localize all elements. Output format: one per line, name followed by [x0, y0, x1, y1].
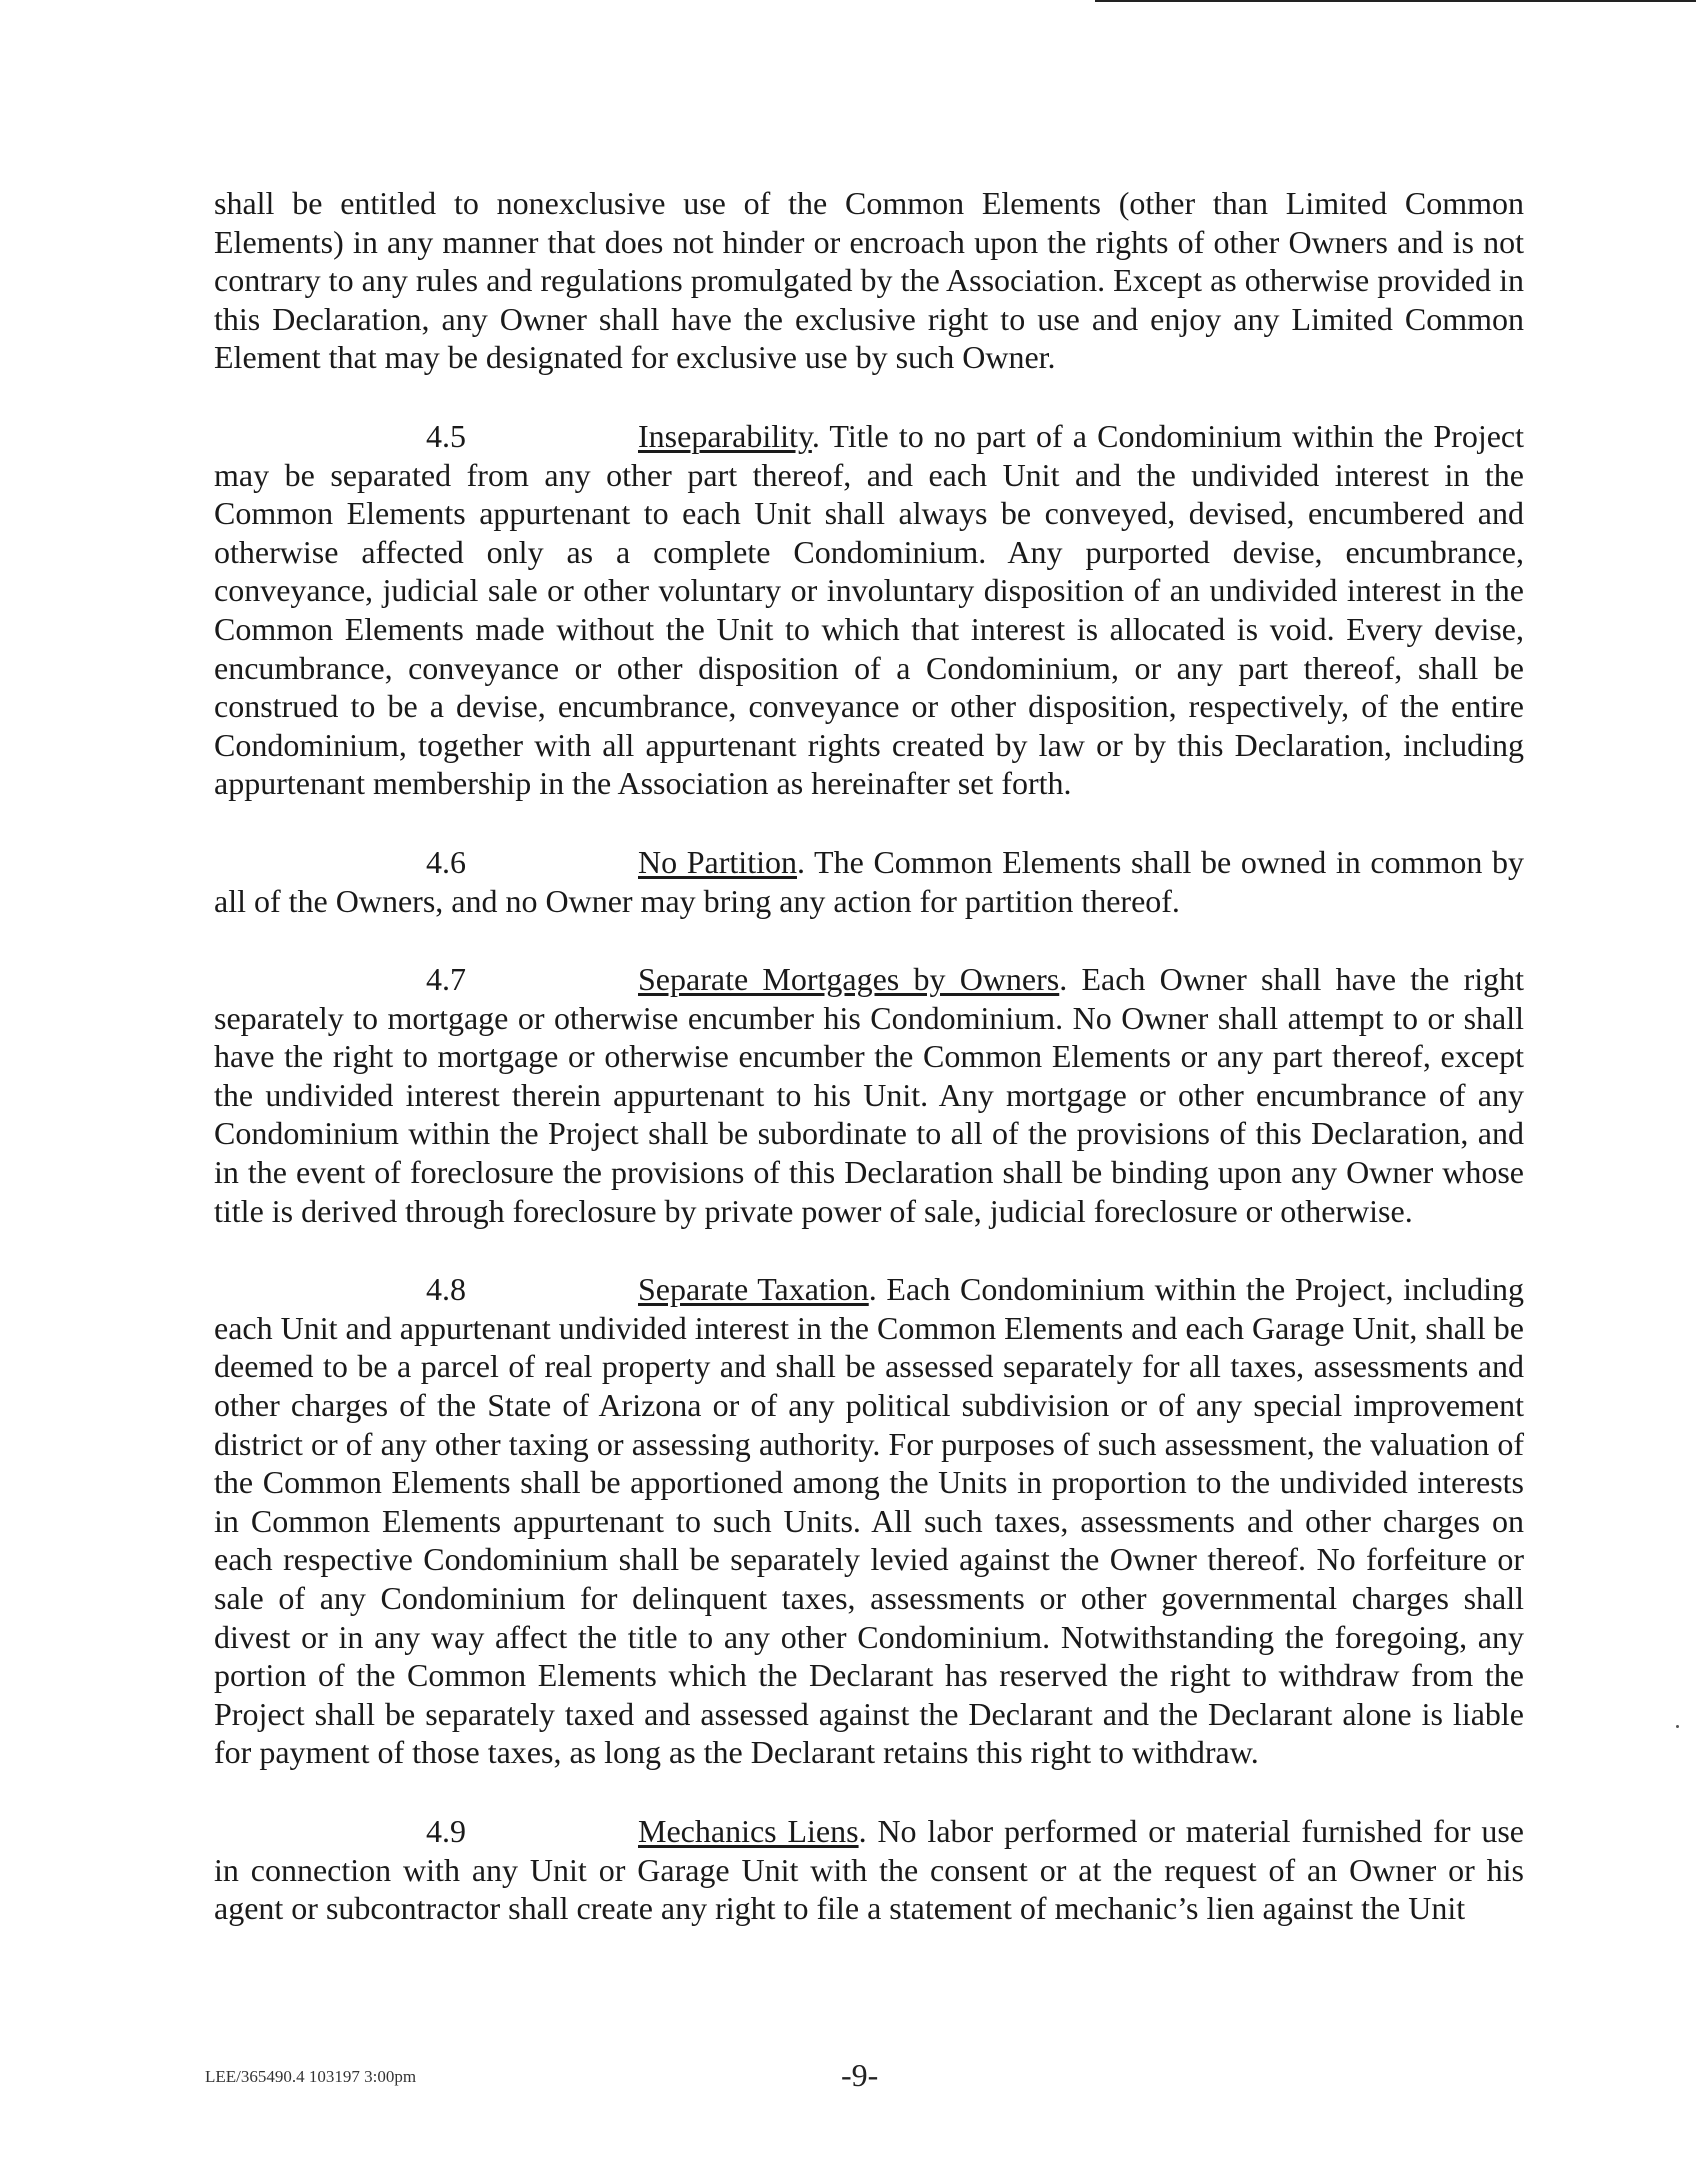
section-number: 4.5	[426, 417, 466, 454]
document-reference: LEE/365490.4 103197 3:00pm	[205, 2067, 417, 2086]
document-body	[214, 184, 1524, 1968]
scan-speck	[1676, 1725, 1679, 1728]
section-body: . Title to no part of a Condominium within the Project may be separated from any other part thereof, and each Unit and the undivided interest in the Common Elements appurtenant to each Unit shall always be conveyed, devised, encumbered and otherwise affected only as a complete Condominium. Any purported devise, encumbrance, conveyance, judicial sale or other voluntary or involuntary disposition of an undivided interest in the Common Elements made without the Unit to which that interest is allocated is void. Every devise, encumbrance, conveyance or other disposition of a Condominium, or any part thereof, shall be construed to be a devise, encumbrance, conveyance or other disposition, respectively, of the entire Condominium, together with all appurtenant rights created by law or by this Declaration, including appurtenant membership in the Association as hereinafter set forth.	[214, 417, 1524, 802]
section-heading: Separate Mortgages by Owners	[638, 961, 1060, 998]
section-4-6	[214, 843, 1524, 920]
section-heading: No Partition	[638, 843, 797, 880]
section-body: . Each Owner shall have the right separately to mortgage or otherwise encumber his Condominium. No Owner shall attempt to or shall have the right to mortgage or otherwise encumber the Common Elements or any part thereof, except the undivided interest therein appurtenant to his Unit. Any mortgage or other encumbrance of any Condominium within the Project shall be subordinate to all of the provisions of this Declaration, and in the event of foreclosure the provisions of this Declaration shall be binding upon any Owner whose title is derived through foreclosure by private power of sale, judicial foreclosure or otherwise.	[214, 961, 1525, 1229]
intro-paragraph: shall be entitled to nonexclusive use of the Common Elements (other than Limited Common Elements) in any manner that does not hinder or encroach upon the rights of other Owners and is not contrary to any rules and regulations promulgated by the Association. Except as otherwise provided in this Declaration, any Owner shall have the exclusive right to use and enjoy any Limited Common Element that may be designated for exclusive use by such Owner.	[214, 185, 1524, 376]
section-body: . Each Condominium within the Project, including each Unit and appurtenant undivided interest in the Common Elements and each Garage Unit, shall be deemed to be a parcel of real property and shall be assessed separately for all taxes, assessments and other charges of the State of Arizona or of any political subdivision or of any special improvement district or of any other taxing or assessing authority. For purposes of such assessment, the valuation of the Common Elements shall be apportioned among the Units in proportion to the undivided interests in Common Elements appurtenant to such Units. All such taxes, assessments and other charges on each respective Condominium shall be separately levied against the Owner thereof. No forfeiture or sale of any Condominium for delinquent taxes, assessments or other governmental charges shall divest or in any way affect the title to any other Condominium. Notwithstanding the foregoing, any portion of the Common Elements which the Declarant has reserved the right to withdraw from the Project shall be separately taxed and assessed against the Declarant and the Declarant alone is liable for payment of those taxes, as long as the Declarant retains this right to withdraw.	[214, 1271, 1525, 1771]
section-heading: Separate Taxation	[638, 1271, 869, 1308]
section-body: . No labor performed or material furnished for use in connection with any Unit or Garage Unit with the consent or at the request of an Owner or his agent or subcontractor shall create any right to file a statement of mechanic’s lien against the Unit	[214, 1812, 1525, 1927]
section-4-9	[214, 1812, 1524, 1928]
section-heading: Inseparability	[638, 417, 812, 454]
section-4-7	[214, 960, 1524, 1230]
section-heading: Mechanics Liens	[638, 1812, 859, 1849]
section-number: 4.8	[426, 1271, 466, 1308]
top-rule	[1095, 0, 1696, 2]
section-number: 4.7	[426, 961, 466, 998]
section-4-8	[214, 1270, 1524, 1772]
section-4-5	[214, 417, 1524, 803]
page-footer	[205, 2055, 1515, 2095]
section-number: 4.6	[426, 843, 466, 880]
section-number: 4.9	[426, 1812, 466, 1849]
page-number: -9-	[841, 2057, 879, 2093]
section-body: . The Common Elements shall be owned in common by all of the Owners, and no Owner may bring any action for partition thereof.	[214, 843, 1525, 919]
